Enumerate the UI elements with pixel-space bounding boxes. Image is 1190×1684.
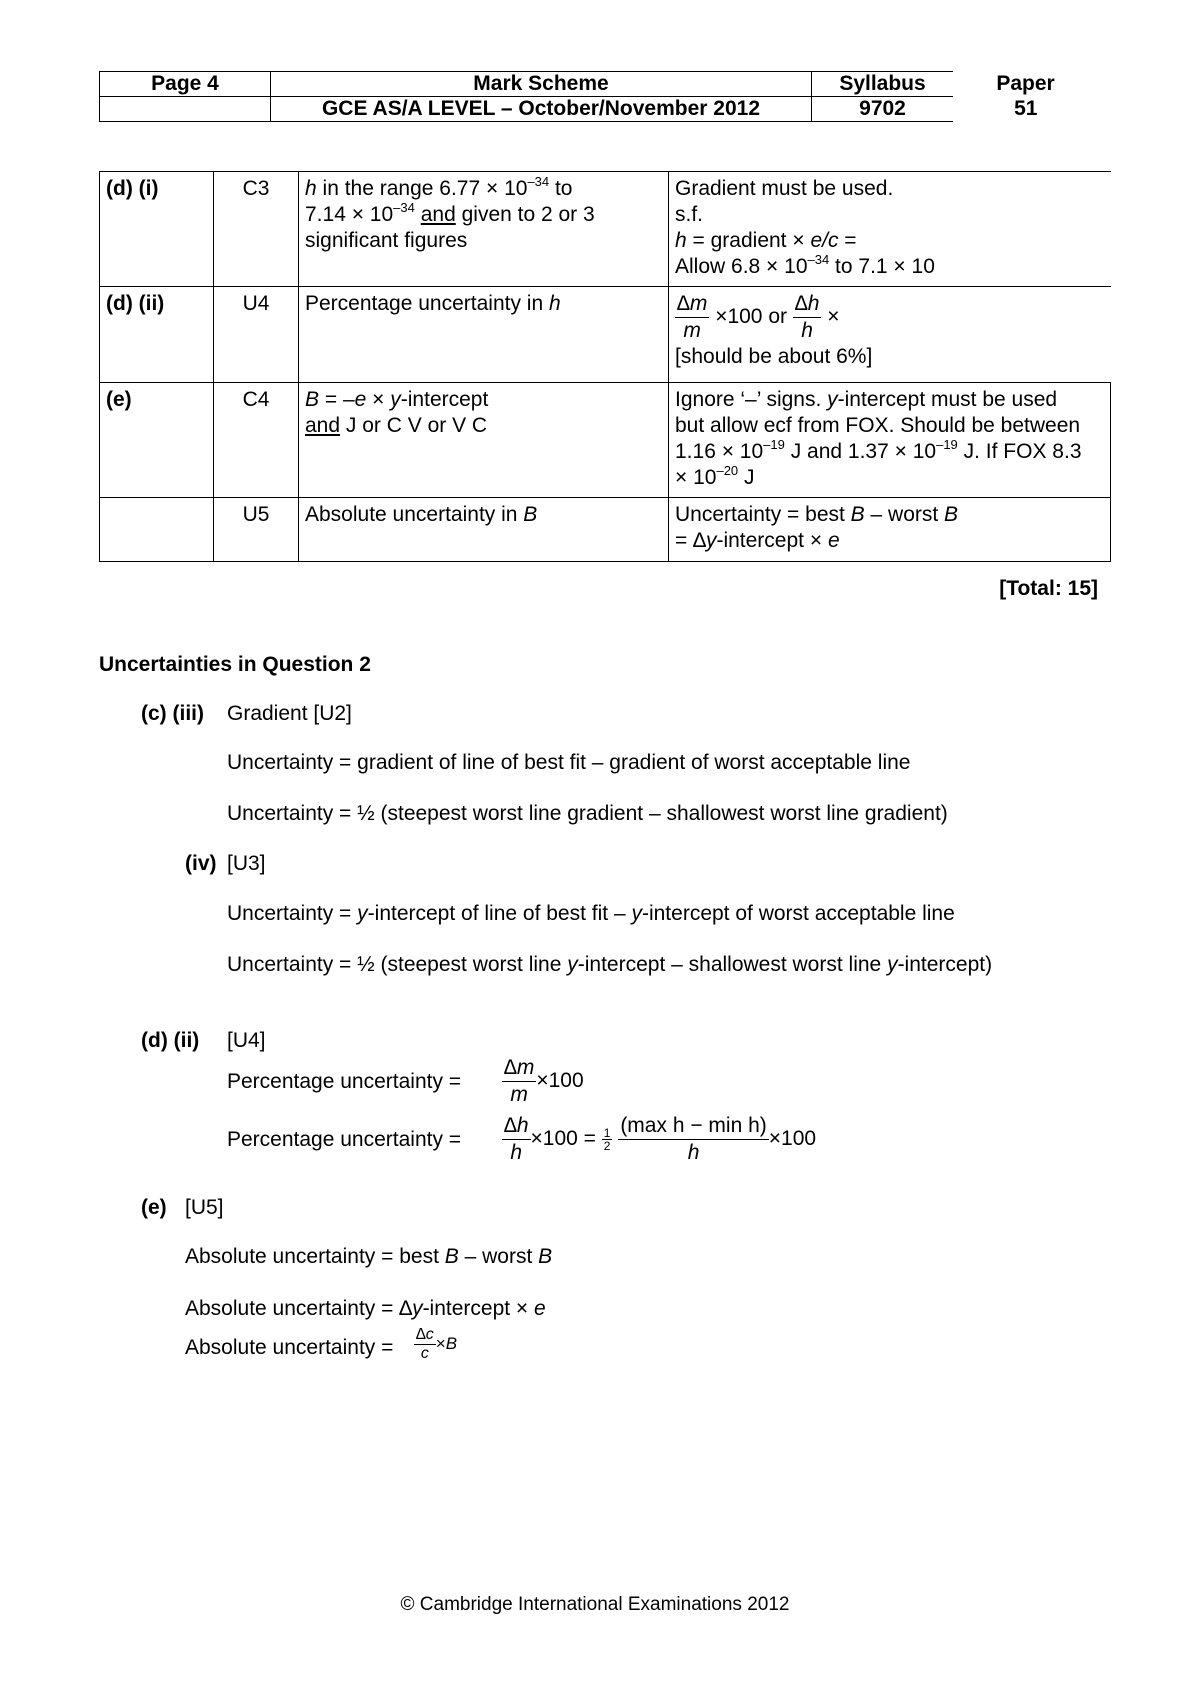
fraction: $\frac{\text{(max h − min h)}}{h}$ bbox=[620, 1114, 767, 1164]
part-label: (iv) bbox=[185, 852, 217, 875]
guidance-cell: Ignore ‘–’ signs. y-intercept must be used but allow ecf from FOX. Should be between $1.16 \times 10^{-19}$ J and $1.37 \times 10^{-19}$ J. If FOX 8.3 × $10^{-20}$ J bbox=[669, 383, 1111, 498]
uncertainty-line: Absolute uncertainty = best B – worst B bbox=[185, 1245, 553, 1268]
formula: $\frac{\Delta h}{h}$ ×100 = $\frac{1}{2}$ $\frac{\text{(max h − min h)}}{h}$ ×100 bbox=[504, 1114, 817, 1164]
uncertainty-line: Uncertainty = y-intercept of line of best fit – y-intercept of worst acceptable line bbox=[227, 902, 955, 925]
syllabus-code: 9702 bbox=[812, 97, 954, 122]
guidance-cell: $\frac{\Delta m}{m}$ ×100 or $\frac{\Delta h}{h}$ × [should be about 6%] bbox=[669, 287, 1111, 383]
fraction: $\frac{\Delta m}{m}$ bbox=[677, 292, 708, 342]
exam-session: GCE AS/A LEVEL – October/November 2012 bbox=[271, 97, 812, 122]
subsection-title: [U5] bbox=[185, 1196, 224, 1219]
formula-label: Absolute uncertainty = bbox=[185, 1336, 394, 1359]
mark-code: C3 bbox=[214, 172, 299, 287]
paper-number: 51 bbox=[1014, 97, 1038, 120]
part-label bbox=[100, 498, 214, 562]
subsection-title: [U3] bbox=[227, 852, 266, 875]
subsection-title: Gradient [U2] bbox=[227, 702, 352, 725]
part-label: (d) (ii) bbox=[141, 1029, 200, 1052]
part-label: (e) bbox=[141, 1196, 167, 1219]
part-label: (e) bbox=[100, 383, 214, 498]
uncertainty-line: Uncertainty = gradient of line of best fit – gradient of worst acceptable line bbox=[227, 751, 911, 774]
section-title: Uncertainties in Question 2 bbox=[99, 653, 371, 676]
table-row bbox=[100, 498, 1111, 562]
guidance-cell: Uncertainty = best B – worst B = ∆y-intercept × e bbox=[669, 498, 1111, 562]
table-row bbox=[100, 287, 1111, 383]
formula: $\frac{\Delta m}{m}$ ×100 bbox=[504, 1056, 584, 1106]
paper-label: Paper bbox=[996, 72, 1055, 95]
fraction: $\frac{1}{2}$ bbox=[603, 1126, 611, 1153]
subsection-title: [U4] bbox=[227, 1029, 266, 1052]
header-table bbox=[99, 71, 1099, 122]
mark-code: U5 bbox=[214, 498, 299, 562]
fraction: $\frac{\Delta m}{m}$ bbox=[504, 1056, 535, 1106]
marking-table bbox=[99, 171, 1111, 562]
mark-code: C4 bbox=[214, 383, 299, 498]
total-marks: [Total: 15] bbox=[999, 577, 1098, 600]
uncertainty-line: Absolute uncertainty = ∆y-intercept × e bbox=[185, 1297, 546, 1320]
doc-title: Mark Scheme bbox=[271, 72, 812, 97]
syllabus-label: Syllabus bbox=[812, 72, 954, 97]
part-label: (d) (i) bbox=[100, 172, 214, 287]
mark-code: U4 bbox=[214, 287, 299, 383]
answer-cell: h in the range $6.77 \times 10^{-34}$ to $7.14 \times 10^{-34}$ and given to 2 or 3 significant figures bbox=[299, 172, 669, 287]
uncertainty-line: Uncertainty = ½ (steepest worst line y-intercept – shallowest worst line y-intercept) bbox=[227, 953, 993, 976]
fraction: $\frac{\Delta h}{h}$ bbox=[504, 1114, 529, 1164]
formula: $\frac{\Delta c}{c}$ ×B bbox=[416, 1326, 458, 1362]
part-label: (c) (iii) bbox=[141, 702, 204, 725]
footer-copyright: © Cambridge International Examinations 2012 bbox=[400, 1594, 790, 1615]
table-row bbox=[100, 383, 1111, 498]
formula-label: Percentage uncertainty = bbox=[227, 1070, 462, 1093]
guidance-cell: Gradient must be used. s.f. h = gradient × e/c = Allow $6.8 \times 10^{-34}$ to 7.1 × 10 bbox=[669, 172, 1111, 287]
page-label: Page 4 bbox=[100, 72, 271, 97]
answer-cell: Percentage uncertainty in h bbox=[299, 287, 669, 383]
part-label: (d) (ii) bbox=[100, 287, 214, 383]
formula-label: Percentage uncertainty = bbox=[227, 1128, 462, 1151]
table-row bbox=[100, 172, 1111, 287]
fraction: $\frac{\Delta c}{c}$ bbox=[416, 1326, 434, 1362]
uncertainty-line: Uncertainty = ½ (steepest worst line gradient – shallowest worst line gradient) bbox=[227, 802, 948, 825]
answer-cell: Absolute uncertainty in B bbox=[299, 498, 669, 562]
fraction: $\frac{\Delta h}{h}$ bbox=[794, 292, 820, 342]
answer-cell: B = –e × y-intercept and J or C V or V C bbox=[299, 383, 669, 498]
